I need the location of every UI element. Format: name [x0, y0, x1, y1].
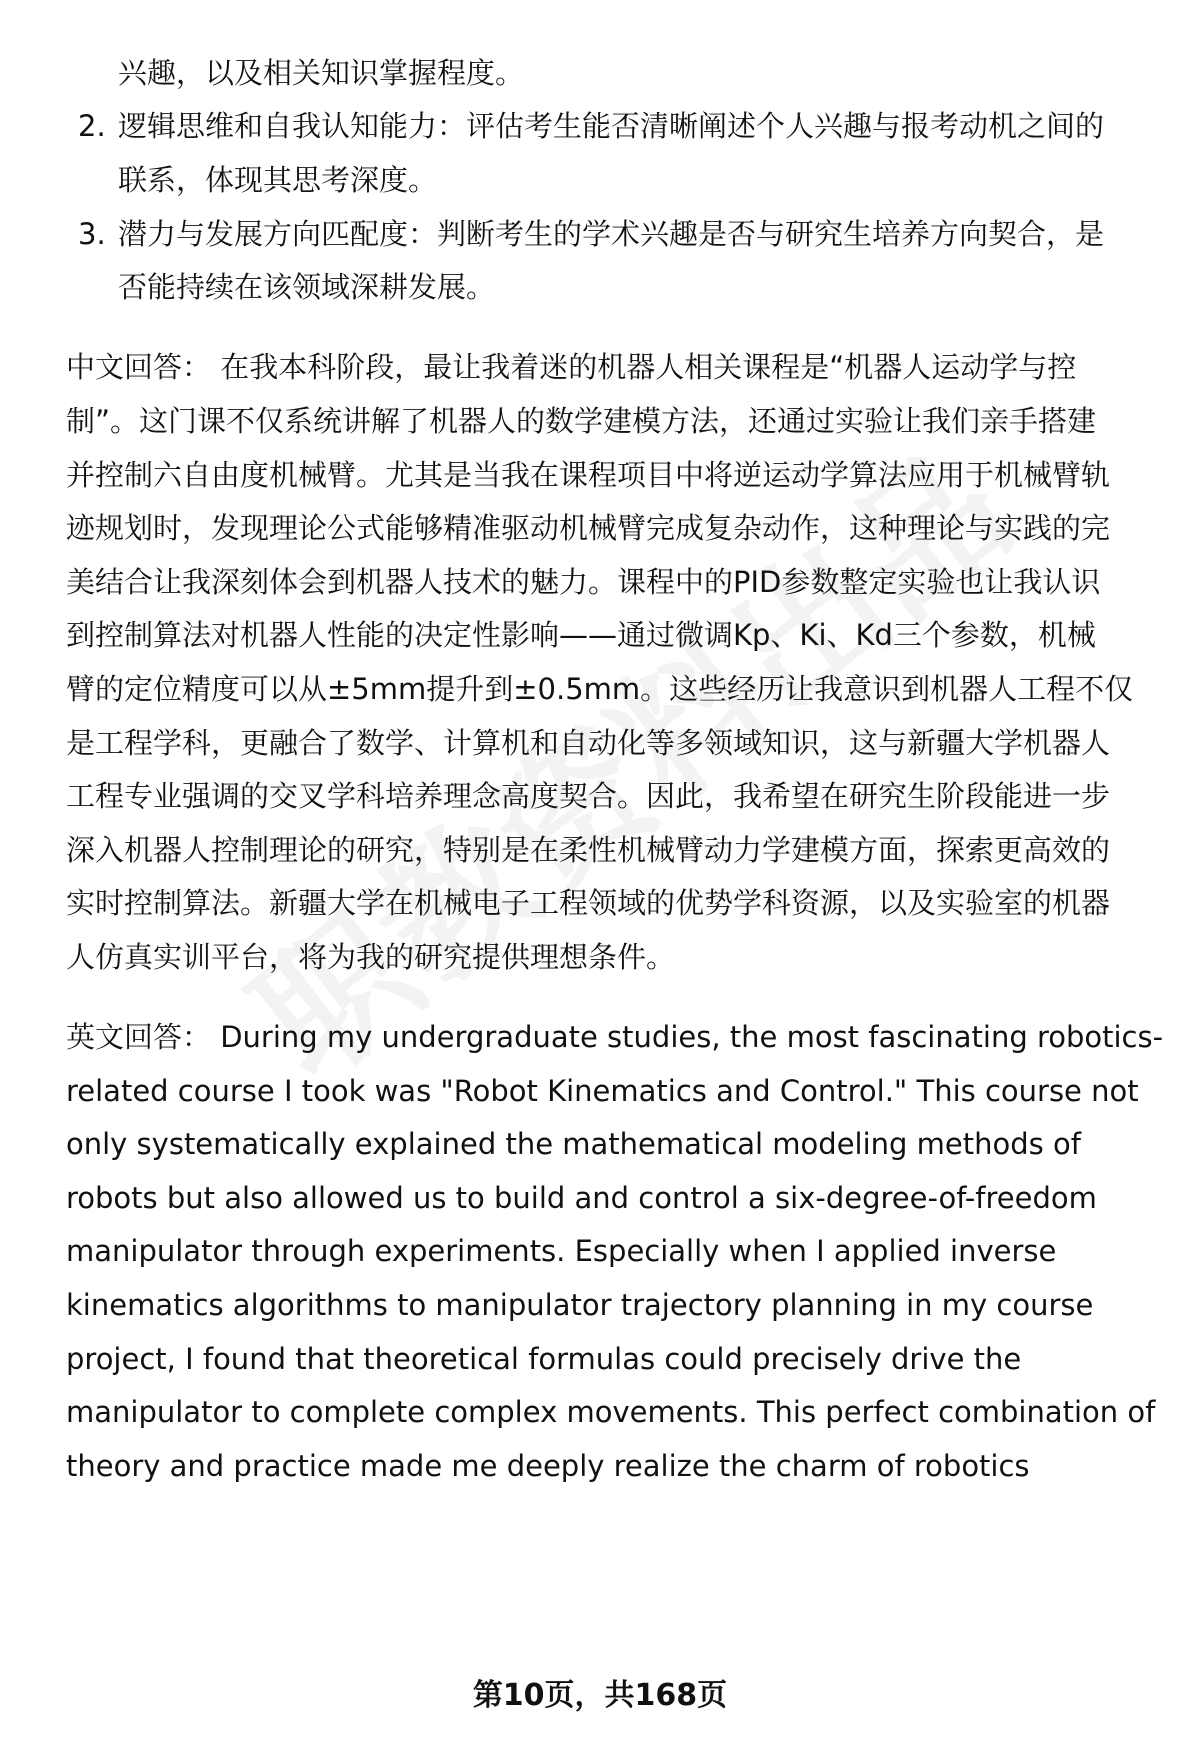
chinese-answer-line: 工程专业强调的交叉学科培养理念高度契合。因此，我希望在研究生阶段能进一步 — [66, 779, 1111, 813]
list-item-text: 联系，体现其思考深度。 — [118, 163, 438, 197]
chinese-answer-line: 人仿真实训平台，将为我的研究提供理想条件。 — [66, 940, 676, 974]
chinese-answer-line: 是工程学科，更融合了数学、计算机和自动化等多领域知识，这与新疆大学机器人 — [66, 726, 1111, 760]
list-item-text: 逻辑思维和自我认知能力：评估考生能否清晰阐述个人兴趣与报考动机之间的 — [118, 109, 1105, 143]
english-answer-line: manipulator through experiments. Especially when I applied inverse — [66, 1234, 1057, 1268]
chinese-answer-line: 中文回答： 在我本科阶段，最让我着迷的机器人相关课程是“机器人运动学与控 — [66, 350, 1077, 384]
english-answer-line: only systematically explained the mathematical modeling methods of — [66, 1127, 1081, 1161]
english-answer-line: project, I found that theoretical formulas could precisely drive the — [66, 1342, 1022, 1376]
chinese-answer-line: 制”。这门课不仅系统讲解了机器人的数学建模方法，还通过实验让我们亲手搭建 — [66, 404, 1097, 438]
list-item-number: 2. — [78, 109, 106, 143]
english-answer-line: kinematics algorithms to manipulator trajectory planning in my course — [66, 1288, 1094, 1322]
list-item-continuation: 兴趣，以及相关知识掌握程度。 — [118, 56, 525, 90]
list-item-number: 3. — [78, 217, 106, 251]
chinese-answer-line: 并控制六自由度机械臂。尤其是当我在课程项目中将逆运动学算法应用于机械臂轨 — [66, 458, 1111, 492]
english-answer-line: 英文回答： During my undergraduate studies, the most fascinating robotics- — [66, 1020, 1164, 1054]
english-answer-line: manipulator to complete complex movements. This perfect combination of — [66, 1395, 1156, 1429]
chinese-answer-line: 实时控制算法。新疆大学在机械电子工程领域的优势学科资源，以及实验室的机器 — [66, 886, 1111, 920]
english-answer-line: robots but also allowed us to build and control a six-degree-of-freedom — [66, 1181, 1097, 1215]
chinese-answer-line: 到控制算法对机器人性能的决定性影响——通过微调Kp、Ki、Kd三个参数，机械 — [66, 618, 1096, 652]
chinese-answer-line: 美结合让我深刻体会到机器人技术的魅力。课程中的PID参数整定实验也让我认识 — [66, 565, 1101, 599]
english-answer-line: theory and practice made me deeply realize the charm of robotics — [66, 1449, 1030, 1483]
chinese-answer-line: 深入机器人控制理论的研究，特别是在柔性机械臂动力学建模方面，探索更高效的 — [66, 833, 1111, 867]
list-item-text: 潜力与发展方向匹配度：判断考生的学术兴趣是否与研究生培养方向契合，是 — [118, 217, 1105, 251]
english-answer-line: related course I took was "Robot Kinematics and Control." This course not — [66, 1074, 1139, 1108]
chinese-answer-line: 迹规划时，发现理论公式能够精准驱动机械臂完成复杂动作，这种理论与实践的完 — [66, 511, 1111, 545]
chinese-answer-line: 臂的定位精度可以从±5mm提升到±0.5mm。这些经历让我意识到机器人工程不仅 — [66, 672, 1134, 706]
list-item-text: 否能持续在该领域深耕发展。 — [118, 270, 496, 304]
page-number-footer: 第10页，共168页 — [472, 1678, 728, 1713]
